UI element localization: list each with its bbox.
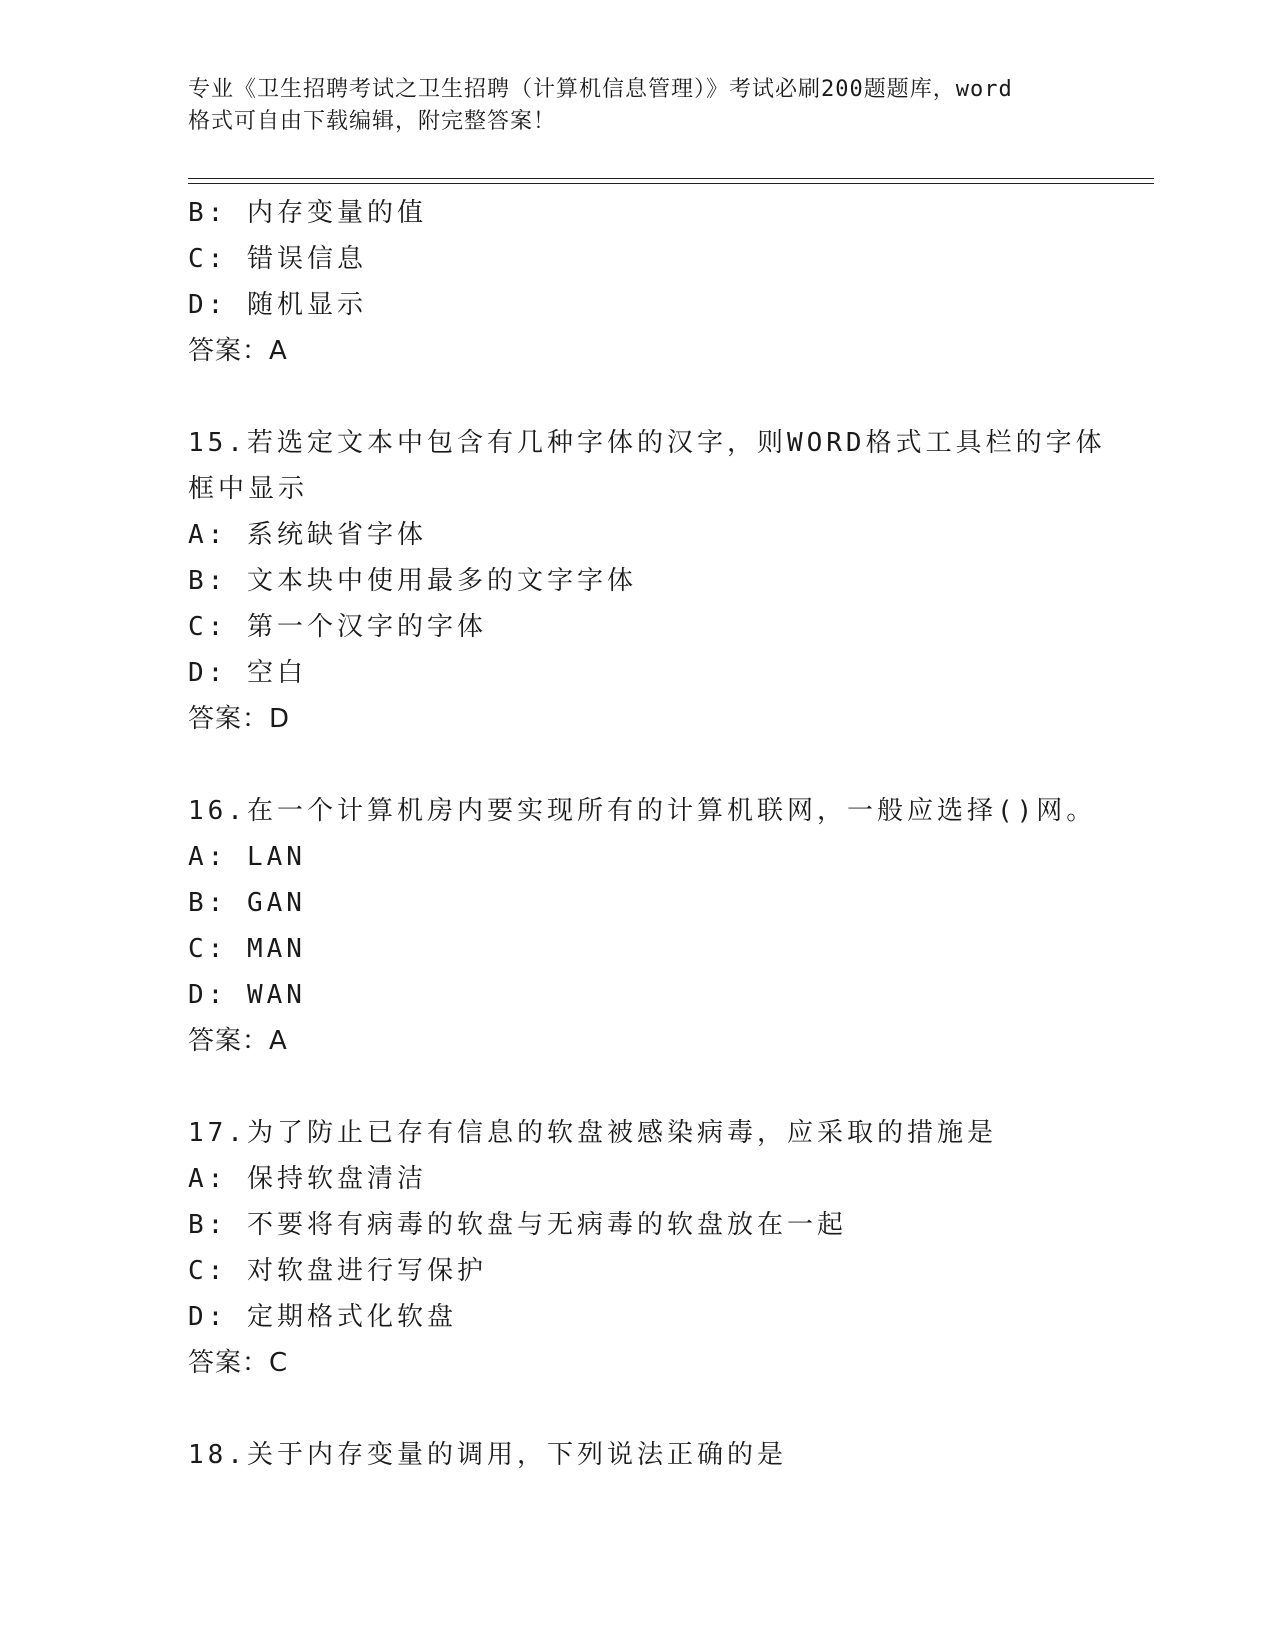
question-stem: 17.为了防止已存有信息的软盘被感染病毒，应采取的措施是 xyxy=(188,1118,997,1148)
option-d: D: 空白 xyxy=(188,658,307,688)
option-a: A: 系统缺省字体 xyxy=(188,520,427,550)
option-a: A: 保持软盘清洁 xyxy=(188,1164,427,1194)
question-block-17 xyxy=(188,1110,1148,1386)
question-stem: 18.关于内存变量的调用，下列说法正确的是 xyxy=(188,1440,787,1470)
option-c: C: 对软盘进行写保护 xyxy=(188,1256,487,1286)
header-title-line-2: 格式可自由下载编辑，附完整答案！ xyxy=(188,109,557,134)
option-d: D: WAN xyxy=(188,980,306,1010)
question-block-16 xyxy=(188,788,1148,1064)
option-d: D: 随机显示 xyxy=(188,290,367,320)
question-block-18 xyxy=(188,1432,1148,1478)
question-block-prev xyxy=(188,190,1148,374)
question-list xyxy=(188,190,1148,1478)
question-block-15 xyxy=(188,420,1148,742)
answer-label: 答案：A xyxy=(188,1026,288,1056)
question-stem: 15.若选定文本中包含有几种字体的汉字，则WORD格式工具栏的字体 xyxy=(188,428,1106,458)
option-c: C: 第一个汉字的字体 xyxy=(188,612,487,642)
option-c: C: 错误信息 xyxy=(188,244,367,274)
option-b: B: 不要将有病毒的软盘与无病毒的软盘放在一起 xyxy=(188,1210,847,1240)
answer-label: 答案：C xyxy=(188,1348,289,1378)
question-stem: 16.在一个计算机房内要实现所有的计算机联网，一般应选择()网。 xyxy=(188,796,1097,826)
header-divider-top xyxy=(188,178,1154,179)
option-b: B: GAN xyxy=(188,888,306,918)
header-title-line-1: 专业《卫生招聘考试之卫生招聘（计算机信息管理）》考试必刷200题题库，word xyxy=(188,77,1013,102)
question-stem-continued: 框中显示 xyxy=(188,474,309,504)
answer-label: 答案：A xyxy=(188,336,288,366)
option-c: C: MAN xyxy=(188,934,306,964)
option-d: D: 定期格式化软盘 xyxy=(188,1302,457,1332)
document-header xyxy=(188,74,1088,138)
answer-label: 答案：D xyxy=(188,704,291,734)
header-divider-bottom xyxy=(188,183,1154,184)
option-a: A: LAN xyxy=(188,842,306,872)
option-b: B: 文本块中使用最多的文字字体 xyxy=(188,566,637,596)
option-b: B: 内存变量的值 xyxy=(188,198,427,228)
